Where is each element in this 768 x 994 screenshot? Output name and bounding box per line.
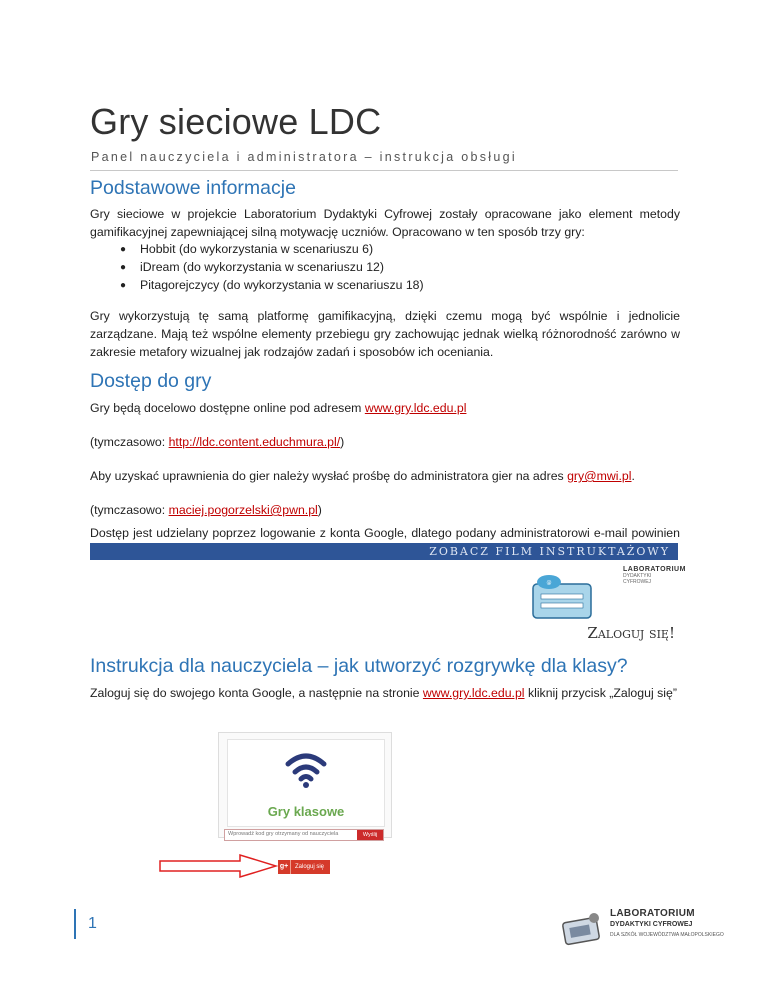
svg-text:@: @ [546, 580, 552, 586]
page-number-bar [74, 909, 76, 939]
promo-logo-line2: DYDAKTYKI CYFROWEJ [623, 573, 652, 585]
admin-email-link[interactable]: gry@mwi.pl [567, 469, 632, 483]
google-login-label: Zaloguj się [295, 864, 325, 870]
title-divider [90, 170, 678, 171]
section-heading-basic-info: Podstawowe informacje [90, 177, 296, 199]
screenshot-frame [218, 732, 392, 838]
google-login-paragraph: Dostęp jest udzielany poprzez logowanie z konta Google, dlatego podany administratorowi e-mail powinien [90, 526, 680, 540]
promo-logo [623, 566, 686, 585]
teacher-instruction-text: Zaloguj się do swojego konta Google, a następnie na stronie [90, 686, 423, 700]
footer-logo-line2: DYDAKTYKI CYFROWEJ [610, 921, 693, 928]
list-item: Hobbit (do wykorzystania w scenariuszu 6) [140, 242, 374, 256]
section-heading-access: Dostęp do gry [90, 370, 212, 392]
screenshot-screen [227, 739, 385, 827]
list-item: Pitagorejczycy (do wykorzystania w scenariuszu 18) [140, 278, 424, 292]
send-button[interactable]: Wyślij [357, 830, 383, 840]
permissions-text: Aby uzyskać uprawnienia do gier należy wysłać prośbę do administratora gier na adres [90, 469, 568, 483]
video-banner[interactable] [90, 543, 678, 560]
red-arrow-icon [158, 853, 278, 879]
temp-email-paragraph [90, 501, 680, 519]
bullet-icon: ● [120, 280, 127, 291]
gry-ldc-link-2[interactable]: www.gry.ldc.edu.pl [422, 686, 525, 700]
permissions-paragraph [90, 467, 680, 485]
temp-email-link[interactable]: maciej.pogorzelski@pwn.pl [168, 503, 318, 517]
access-text: Gry będą docelowo dostępne online pod adresem [90, 401, 365, 415]
bullet-icon: ● [120, 244, 127, 255]
page-number: 1 [88, 915, 97, 932]
educhmura-link[interactable]: http://ldc.content.educhmura.pl/ [168, 435, 341, 449]
page-title: Gry sieciowe LDC [90, 101, 382, 142]
access-paragraph [90, 399, 680, 417]
login-promo-image[interactable] [519, 560, 686, 642]
login-window-icon [529, 570, 597, 620]
game-code-placeholder: Wprowadź kod gry otrzymany od nauczyciela [228, 831, 339, 837]
promo-cta-text: Zaloguj się! [587, 624, 675, 642]
footer-logo-line3: DLA SZKÓŁ WOJEWÓDZTWA MAŁOPOLSKIEGO [610, 932, 724, 938]
temp-email-prefix: (tymczasowo: [90, 503, 169, 517]
temp-suffix: ) [340, 435, 345, 449]
ldc-logo-icon [558, 910, 608, 950]
promo-logo-line1: LABORATORIUM [623, 566, 686, 573]
video-banner-label: ZOBACZ FILM INSTRUKTAŻOWY [429, 545, 670, 558]
permissions-suffix: . [631, 469, 635, 483]
teacher-instruction-paragraph [90, 684, 680, 702]
page-subtitle: Panel nauczyciela i administratora – instrukcja obsługi [91, 150, 517, 164]
temp-prefix: (tymczasowo: [90, 435, 169, 449]
game-code-input[interactable] [224, 829, 384, 841]
outro-paragraph: Gry wykorzystują tę samą platformę gamifikacyjną, dzięki czemu mogą być wspólnie i jednolicie zarządzane. Mają też wspólne elementy przebiegu gry zachowując jednak wielką różnorodność zarówno w zakresie metafory wizualnej jak rodzajów zadań i sposobów ich oceniania. [90, 309, 680, 359]
google-login-button[interactable] [278, 860, 330, 874]
section-heading-teacher: Instrukcja dla nauczyciela – jak utworzyć rozgrywkę dla klasy? [90, 655, 628, 677]
temp-address-paragraph [90, 433, 680, 451]
gry-ldc-link[interactable]: www.gry.ldc.edu.pl [364, 401, 467, 415]
list-item: iDream (do wykorzystania w scenariuszu 12) [140, 260, 384, 274]
teacher-instruction-suffix: kliknij przycisk „Zaloguj się” [524, 686, 677, 700]
footer-logo-line1: LABORATORIUM [610, 908, 695, 919]
intro-paragraph: Gry sieciowe w projekcie Laboratorium Dydaktyki Cyfrowej zostały opracowane jako element metody gamifikacyjnej zapewniającej silną motywację uczniów. Opracowano w ten sposób trzy gry: [90, 207, 680, 239]
wifi-icon [284, 750, 328, 790]
temp-email-suffix: ) [317, 503, 322, 517]
google-plus-icon: g+ [278, 860, 291, 874]
gry-klasowe-title: Gry klasowe [267, 804, 345, 819]
footer-logo [558, 906, 724, 952]
bullet-icon: ● [120, 262, 127, 273]
